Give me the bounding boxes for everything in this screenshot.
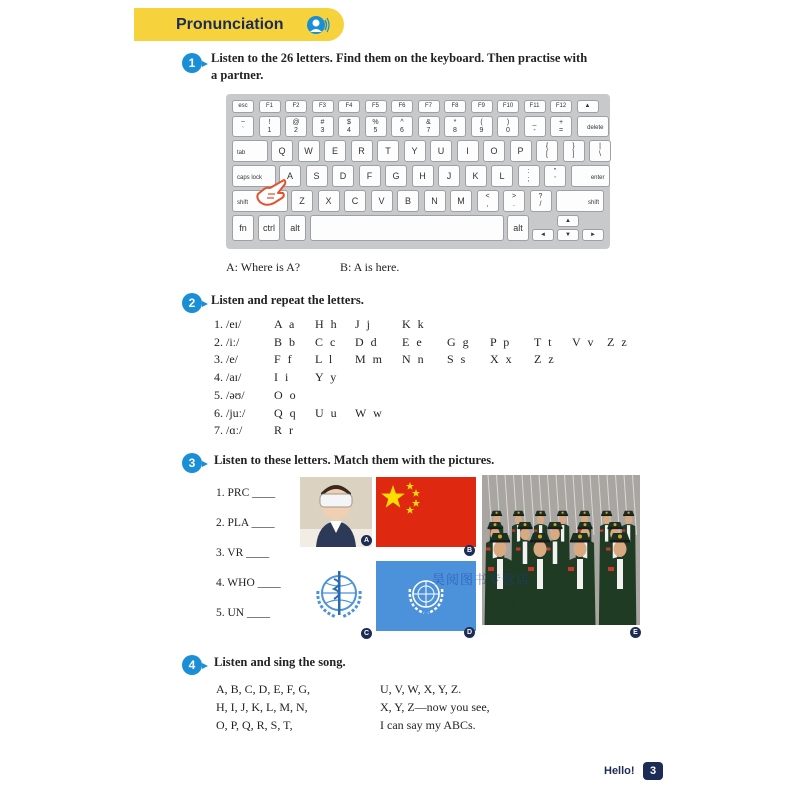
key-shift-symbol: :: [527, 168, 530, 175]
song-line: H, I, J, K, L, M, N,: [216, 700, 308, 714]
picture-label-a: A: [361, 535, 372, 546]
key-letter-h: H: [412, 165, 434, 187]
key-shift-symbol: }: [572, 143, 575, 150]
picture-label-b: B: [464, 545, 475, 556]
key-number-7: [418, 116, 440, 137]
key-number-3: [312, 116, 334, 137]
key-punct-row4-2: [530, 190, 552, 212]
key-fn: fn: [232, 215, 254, 241]
letter-pair: J j: [355, 317, 373, 331]
key-arrow-up: ▲: [557, 215, 579, 227]
key-alt-right: alt: [507, 215, 529, 241]
key-shift-symbol: ^: [400, 118, 404, 126]
key-shift-symbol: &: [426, 118, 431, 126]
key-bracket-2: [589, 140, 611, 162]
letter-pair: T t: [534, 334, 554, 349]
key-main-symbol: /: [539, 201, 542, 208]
letter-pair: S s: [447, 352, 468, 367]
key-number-4: [338, 116, 360, 137]
key-number-5: [365, 116, 387, 137]
key-esc: esc: [232, 100, 254, 113]
key-letter-l: L: [491, 165, 513, 187]
letter-pair: D d: [355, 334, 379, 349]
letter-pair: W w: [355, 405, 384, 420]
key-main-symbol: -: [533, 126, 536, 134]
match-item-vr: 3. VR ____: [216, 547, 270, 559]
sound-row: [214, 406, 654, 422]
key-letter-j: J: [438, 165, 460, 187]
watermark-text: 昊阅图书专营店: [432, 573, 531, 588]
key-caps-lock: caps lock: [232, 165, 276, 187]
key-shift-symbol: {: [545, 143, 549, 150]
page-number: 3: [643, 762, 663, 780]
key-number-10: [497, 116, 519, 137]
exercise-2-instruction: Listen and repeat the letters.: [211, 293, 364, 307]
key-letter-s: S: [306, 165, 328, 187]
picture-pla-soldiers: [482, 475, 640, 625]
key-letter-c: C: [344, 190, 366, 212]
key-f3: F3: [312, 100, 334, 113]
letter-pair: O o: [274, 387, 298, 402]
letter-pair: Z z: [607, 334, 629, 349]
key-main-symbol: ': [554, 176, 556, 183]
picture-label-c: C: [361, 628, 372, 639]
sound-label: 1. /eɪ/: [214, 317, 242, 331]
exercise-1-instruction-line2: a partner.: [211, 68, 264, 82]
key-shift-symbol: $: [347, 118, 351, 126]
key-main-symbol: 8: [453, 126, 457, 134]
letter-pair: R r: [274, 423, 295, 438]
key-arrow-down: ▼: [557, 229, 579, 241]
picture-label-d: D: [464, 627, 475, 638]
key-number-2: [285, 116, 307, 137]
key-main-symbol: =: [558, 126, 564, 134]
sound-label: 2. /iː/: [214, 334, 240, 349]
key-number-11: [524, 116, 546, 137]
key-number-1: [259, 116, 281, 137]
key-punct-1: [544, 165, 566, 187]
key-main-symbol: 3: [320, 126, 325, 134]
key-main-symbol: ]: [572, 151, 575, 158]
sound-row: [214, 317, 654, 333]
key-f8: F8: [444, 100, 466, 113]
key-f9: F9: [471, 100, 493, 113]
key-shift-symbol: @: [292, 118, 300, 126]
song-line: O, P, Q, R, S, T,: [216, 718, 293, 732]
key-shift-symbol: ): [506, 118, 510, 126]
song-column-2: [380, 680, 490, 734]
key-f4: F4: [338, 100, 360, 113]
key-shift-left: shift: [232, 190, 288, 212]
key-f11: F11: [524, 100, 546, 113]
key-f7: F7: [418, 100, 440, 113]
picture-label-e: E: [630, 627, 641, 638]
letter-pair: H h: [315, 317, 339, 331]
letter-pair: Q q: [274, 405, 298, 420]
key-letter-d: D: [332, 165, 354, 187]
key-punct-row4-1: [503, 190, 525, 212]
letter-pair: U u: [315, 405, 339, 420]
key-space: [310, 215, 504, 241]
key-letter-g: G: [385, 165, 407, 187]
sound-label: 5. /əʊ/: [214, 387, 245, 402]
key-bracket-1: [563, 140, 585, 162]
key-shift-symbol: %: [372, 118, 379, 126]
key-ctrl: ctrl: [258, 215, 280, 241]
headset-speaker-icon: [306, 13, 330, 37]
exercise-4-instruction: Listen and sing the song.: [214, 655, 346, 669]
song-line: U, V, W, X, Y, Z.: [380, 682, 462, 696]
key-f1: F1: [259, 100, 281, 113]
key-letter-k: K: [465, 165, 487, 187]
key-number-8: [444, 116, 466, 137]
key-shift-symbol: ": [553, 168, 557, 175]
sound-label: 6. /juː/: [214, 405, 246, 420]
match-item-prc: 1. PRC ____: [216, 487, 276, 499]
key-main-symbol: 0: [506, 126, 510, 134]
match-item-who: 4. WHO ____: [216, 577, 281, 589]
key-number-6: [391, 116, 413, 137]
exercise-number-3: 3: [182, 453, 202, 473]
sound-row: [214, 370, 654, 386]
sound-row: [214, 388, 654, 404]
key-letter-x: X: [318, 190, 340, 212]
key-shift-symbol: >: [511, 193, 517, 200]
letter-pair: P p: [490, 334, 512, 349]
key-letter-u: U: [430, 140, 452, 162]
key-letter-y: Y: [404, 140, 426, 162]
key-number-12: [550, 116, 572, 137]
key-main-symbol: 9: [479, 126, 484, 134]
key-shift-symbol: ?: [538, 193, 543, 200]
key-shift-symbol: (: [480, 118, 483, 126]
key-shift-symbol: #: [320, 118, 325, 126]
key-shift-symbol: !: [268, 118, 271, 126]
picture-who-emblem: [306, 561, 372, 637]
key-shift-symbol: <: [485, 193, 490, 200]
picture-vr-child: [300, 477, 372, 547]
letter-pair: M m: [355, 352, 385, 367]
sound-row: [214, 423, 654, 439]
key-main-symbol: .: [513, 201, 515, 208]
letter-pair: Z z: [534, 352, 556, 367]
key-bracket-0: [536, 140, 558, 162]
key-shift-symbol: +: [558, 118, 564, 126]
letter-pair: E e: [402, 334, 424, 349]
letter-pair: I i: [274, 370, 291, 385]
key-arrow-left: ◄: [532, 229, 554, 241]
key-shift-symbol: *: [453, 118, 457, 126]
exercise-1-instruction-line1: Listen to the 26 letters. Find them on the keyboard. Then practise with: [211, 51, 588, 65]
key-f5: F5: [365, 100, 387, 113]
key-letter-v: V: [371, 190, 393, 212]
key-punct-row4-0: [477, 190, 499, 212]
key-main-symbol: ;: [527, 176, 530, 183]
key-enter: enter: [571, 165, 610, 187]
keyboard-illustration: [226, 94, 610, 249]
sound-row: [214, 335, 654, 351]
key-main-symbol: 6: [400, 126, 404, 134]
key-main-symbol: [: [546, 151, 548, 158]
key-letter-r: R: [351, 140, 373, 162]
key-letter-m: M: [450, 190, 472, 212]
key-shift-symbol: _: [532, 118, 537, 126]
sound-row: [214, 352, 654, 368]
song-column-1: [216, 680, 310, 734]
sound-label: 4. /aɪ/: [214, 370, 242, 385]
key-letter-z: Z: [291, 190, 313, 212]
exercise-number-2: 2: [182, 293, 202, 313]
key-letter-w: W: [298, 140, 320, 162]
key-letter-t: T: [377, 140, 399, 162]
key-letter-o: O: [483, 140, 505, 162]
letter-pair: V v: [572, 334, 596, 349]
key-number-9: [471, 116, 493, 137]
letter-pair: K k: [402, 317, 426, 331]
key-letter-q: Q: [271, 140, 293, 162]
section-header: [134, 8, 344, 41]
key-number-0: [232, 116, 254, 137]
letter-pair: L l: [315, 352, 335, 367]
match-item-un: 5. UN ____: [216, 607, 270, 619]
key-shift-symbol: |: [599, 143, 601, 150]
key-letter-n: N: [424, 190, 446, 212]
key-f2: F2: [285, 100, 307, 113]
key-alt-left: alt: [284, 215, 306, 241]
key-delete: delete: [577, 116, 609, 137]
picture-china-flag: [376, 477, 476, 554]
key-main-symbol: 4: [347, 126, 351, 134]
sound-label: 3. /e/: [214, 352, 238, 367]
letter-pair: F f: [274, 352, 294, 367]
key-shift-symbol: ~: [240, 118, 246, 126]
letter-pair: C c: [315, 334, 338, 349]
key-main-symbol: ,: [486, 201, 489, 208]
letter-pair: Y y: [315, 370, 339, 385]
letter-pair: A a: [274, 317, 297, 331]
key-letter-a: A: [279, 165, 301, 187]
key-letter-b: B: [397, 190, 419, 212]
letter-pair: G g: [447, 334, 471, 349]
key-punct-0: [518, 165, 540, 187]
section-title: Pronunciation: [176, 15, 284, 33]
key-letter-f: F: [359, 165, 381, 187]
key-main-symbol: 7: [426, 126, 431, 134]
pointing-hand-icon: [254, 178, 288, 208]
song-line: I can say my ABCs.: [380, 718, 476, 732]
exercise-3-instruction: Listen to these letters. Match them with the pictures.: [214, 453, 495, 467]
key-main-symbol: 5: [373, 126, 378, 134]
dialog-a: A: Where is A?: [226, 260, 301, 274]
key-main-symbol: \: [599, 151, 601, 158]
key-letter-p: P: [510, 140, 532, 162]
dialog-b: B: A is here.: [340, 260, 400, 274]
key-shift-right: shift: [556, 190, 604, 212]
key-main-symbol: `: [241, 126, 245, 134]
letter-pair: N n: [402, 352, 426, 367]
song-line: X, Y, Z—now you see,: [380, 700, 490, 714]
key-main-symbol: 2: [294, 126, 298, 134]
key-tab: tab: [232, 140, 268, 162]
key-f6: F6: [391, 100, 413, 113]
key-letter-e: E: [324, 140, 346, 162]
sound-label: 7. /ɑː/: [214, 423, 243, 438]
letter-pair: X x: [490, 352, 514, 367]
key-f12: F12: [550, 100, 572, 113]
key-main-symbol: 1: [267, 126, 272, 134]
exercise-number-4: 4: [182, 655, 202, 675]
match-item-pla: 2. PLA ____: [216, 517, 275, 529]
song-line: A, B, C, D, E, F, G,: [216, 682, 311, 696]
key-arrow-right: ►: [582, 229, 604, 241]
letter-pair: B b: [274, 334, 298, 349]
key-f10: F10: [497, 100, 519, 113]
footer-unit-title: Hello!: [604, 765, 635, 777]
key-letter-i: I: [457, 140, 479, 162]
exercise-number-1: 1: [182, 53, 202, 73]
key-eject: ▲: [577, 100, 599, 113]
